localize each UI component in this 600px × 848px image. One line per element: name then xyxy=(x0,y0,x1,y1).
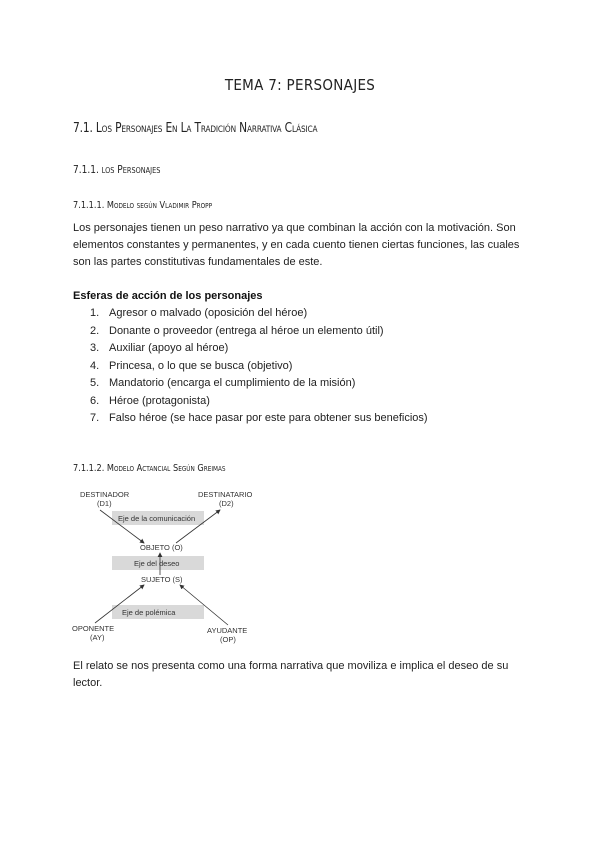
list-item: 6. Héroe (protagonista) xyxy=(90,394,210,407)
destinatario-label: DESTINATARIO xyxy=(198,490,253,499)
ayudante-code: (OP) xyxy=(220,635,236,644)
eje-comunicacion-label: Eje de la comunicación xyxy=(118,514,196,523)
list-item: 1. Agresor o malvado (oposición del héroe) xyxy=(90,307,308,319)
oponente-label: OPONENTE xyxy=(72,624,115,633)
eje-polemica-label: Eje de polémica xyxy=(122,608,176,617)
list-item: 5. Mandatorio (encarga el cumplimiento de la misión) xyxy=(90,377,356,389)
outro-paragraph: El relato se nos presenta como una forma narrativa que moviliza e implica el deseo de su lector. xyxy=(73,660,509,689)
spheres-list xyxy=(90,305,428,428)
actantial-model-diagram xyxy=(70,486,285,646)
intro-paragraph: Los personajes tienen un peso narrativo ya que combinan la acción con la motivación. Son elementos constantes y permanentes, y en cada cuento tienen ciertas funciones, las cuales son las partes constitutivas fundamentales de este. xyxy=(73,222,520,268)
list-item: 7. Falso héroe (se hace pasar por este para obtener sus beneficios) xyxy=(90,412,428,424)
objeto-label: OBJETO (O) xyxy=(140,543,183,552)
section-heading-greimas: 7.1.1.2. Modelo Actancial Según Greimas xyxy=(73,463,226,474)
list-item: 2. Donante o proveedor (entrega al héroe un elemento útil) xyxy=(90,324,384,337)
ayudante-label: AYUDANTE xyxy=(207,626,248,635)
destinador-label: DESTINADOR xyxy=(80,490,130,499)
oponente-code: (AY) xyxy=(90,633,105,642)
sujeto-label: SUJETO (S) xyxy=(141,575,183,584)
destinador-code: (D1) xyxy=(97,499,112,508)
list-item: 3. Auxiliar (apoyo al héroe) xyxy=(90,342,229,354)
eje-deseo-label: Eje del deseo xyxy=(134,559,180,568)
destinatario-code: (D2) xyxy=(219,499,234,508)
page-title: TEMA 7: PERSONAJES xyxy=(224,76,376,94)
list-item: 4. Princesa, o lo que se busca (objetivo) xyxy=(90,359,293,372)
list-heading: Esferas de acción de los personajes xyxy=(73,290,263,302)
section-heading-7-1-1: 7.1.1. los Personajes xyxy=(73,163,161,176)
section-heading-7-1: 7.1. Los Personajes En La Tradición Narrativa Clásica xyxy=(73,121,318,136)
section-heading-propp: 7.1.1.1. Modelo según Vladimir Propp xyxy=(73,200,213,211)
